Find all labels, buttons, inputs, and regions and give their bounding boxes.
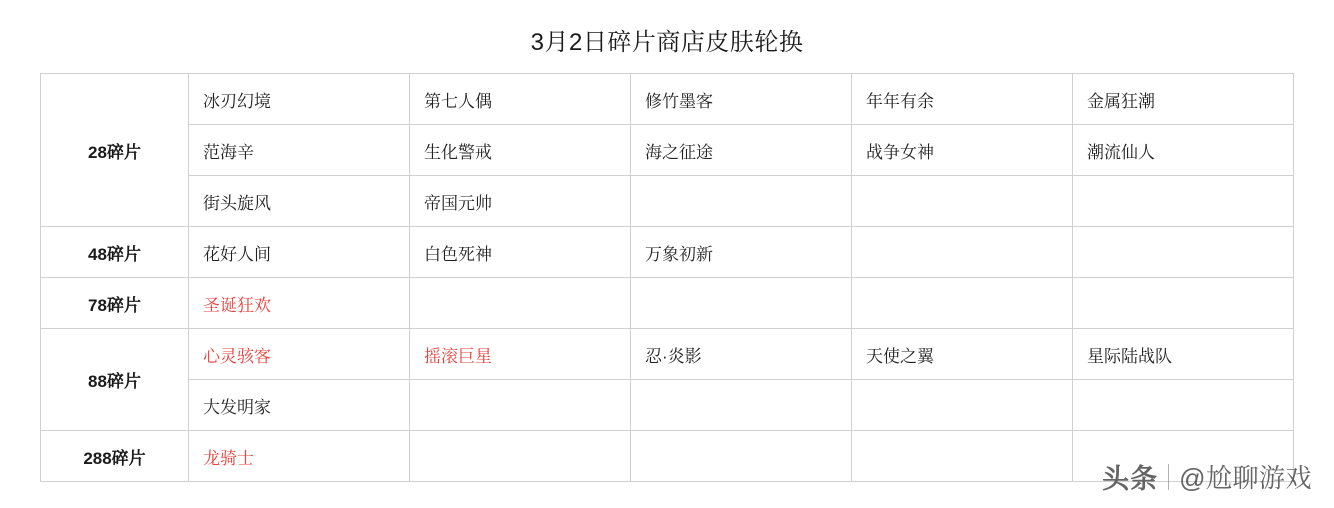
skin-rotation-table-container bbox=[40, 73, 1294, 482]
table-row bbox=[41, 176, 1294, 227]
table-row bbox=[41, 380, 1294, 431]
skin-name-cell: 冰刃幻境 bbox=[189, 74, 410, 125]
skin-name-cell: 星际陆战队 bbox=[1073, 329, 1294, 380]
table-row bbox=[41, 125, 1294, 176]
empty-cell bbox=[1073, 227, 1294, 278]
empty-cell bbox=[852, 431, 1073, 482]
skin-name-cell: 海之征途 bbox=[631, 125, 852, 176]
skin-name-cell: 战争女神 bbox=[852, 125, 1073, 176]
watermark-divider bbox=[1168, 464, 1169, 490]
skin-name-cell: 龙骑士 bbox=[189, 431, 410, 482]
skin-name-cell: 金属狂潮 bbox=[1073, 74, 1294, 125]
skin-name-cell: 摇滚巨星 bbox=[410, 329, 631, 380]
skin-name-cell: 万象初新 bbox=[631, 227, 852, 278]
empty-cell bbox=[1073, 176, 1294, 227]
empty-cell bbox=[852, 278, 1073, 329]
empty-cell bbox=[631, 431, 852, 482]
skin-rotation-table bbox=[40, 73, 1294, 482]
skin-name-cell: 大发明家 bbox=[189, 380, 410, 431]
table-row bbox=[41, 227, 1294, 278]
skin-name-cell: 花好人间 bbox=[189, 227, 410, 278]
table-row bbox=[41, 74, 1294, 125]
empty-cell bbox=[852, 227, 1073, 278]
empty-cell bbox=[852, 380, 1073, 431]
skin-name-cell: 心灵骇客 bbox=[189, 329, 410, 380]
skin-name-cell: 忍·炎影 bbox=[631, 329, 852, 380]
watermark-logo: 头条 bbox=[1102, 464, 1159, 494]
skin-name-cell: 白色死神 bbox=[410, 227, 631, 278]
empty-cell bbox=[631, 278, 852, 329]
price-label-cell: 88碎片 bbox=[41, 329, 189, 431]
empty-cell bbox=[410, 431, 631, 482]
skin-name-cell: 圣诞狂欢 bbox=[189, 278, 410, 329]
table-row bbox=[41, 329, 1294, 380]
empty-cell bbox=[631, 176, 852, 227]
empty-cell bbox=[631, 380, 852, 431]
skin-name-cell: 年年有余 bbox=[852, 74, 1073, 125]
skin-name-cell: 街头旋风 bbox=[189, 176, 410, 227]
skin-name-cell: 生化警戒 bbox=[410, 125, 631, 176]
page-title: 3月2日碎片商店皮肤轮换 bbox=[530, 29, 804, 56]
empty-cell bbox=[1073, 380, 1294, 431]
price-label-cell: 288碎片 bbox=[41, 431, 189, 482]
skin-name-cell: 帝国元帅 bbox=[410, 176, 631, 227]
skin-name-cell: 天使之翼 bbox=[852, 329, 1073, 380]
price-label-cell: 28碎片 bbox=[41, 74, 189, 227]
skin-name-cell: 第七人偶 bbox=[410, 74, 631, 125]
table-row bbox=[41, 278, 1294, 329]
watermark bbox=[1102, 457, 1312, 496]
skin-name-cell: 范海辛 bbox=[189, 125, 410, 176]
empty-cell bbox=[410, 278, 631, 329]
price-label-cell: 78碎片 bbox=[41, 278, 189, 329]
empty-cell bbox=[410, 380, 631, 431]
skin-name-cell: 修竹墨客 bbox=[631, 74, 852, 125]
price-label-cell: 48碎片 bbox=[41, 227, 189, 278]
skin-name-cell: 潮流仙人 bbox=[1073, 125, 1294, 176]
watermark-account-name: @尬聊游戏 bbox=[1179, 463, 1312, 493]
empty-cell bbox=[852, 176, 1073, 227]
table-body bbox=[41, 74, 1294, 482]
empty-cell bbox=[1073, 278, 1294, 329]
